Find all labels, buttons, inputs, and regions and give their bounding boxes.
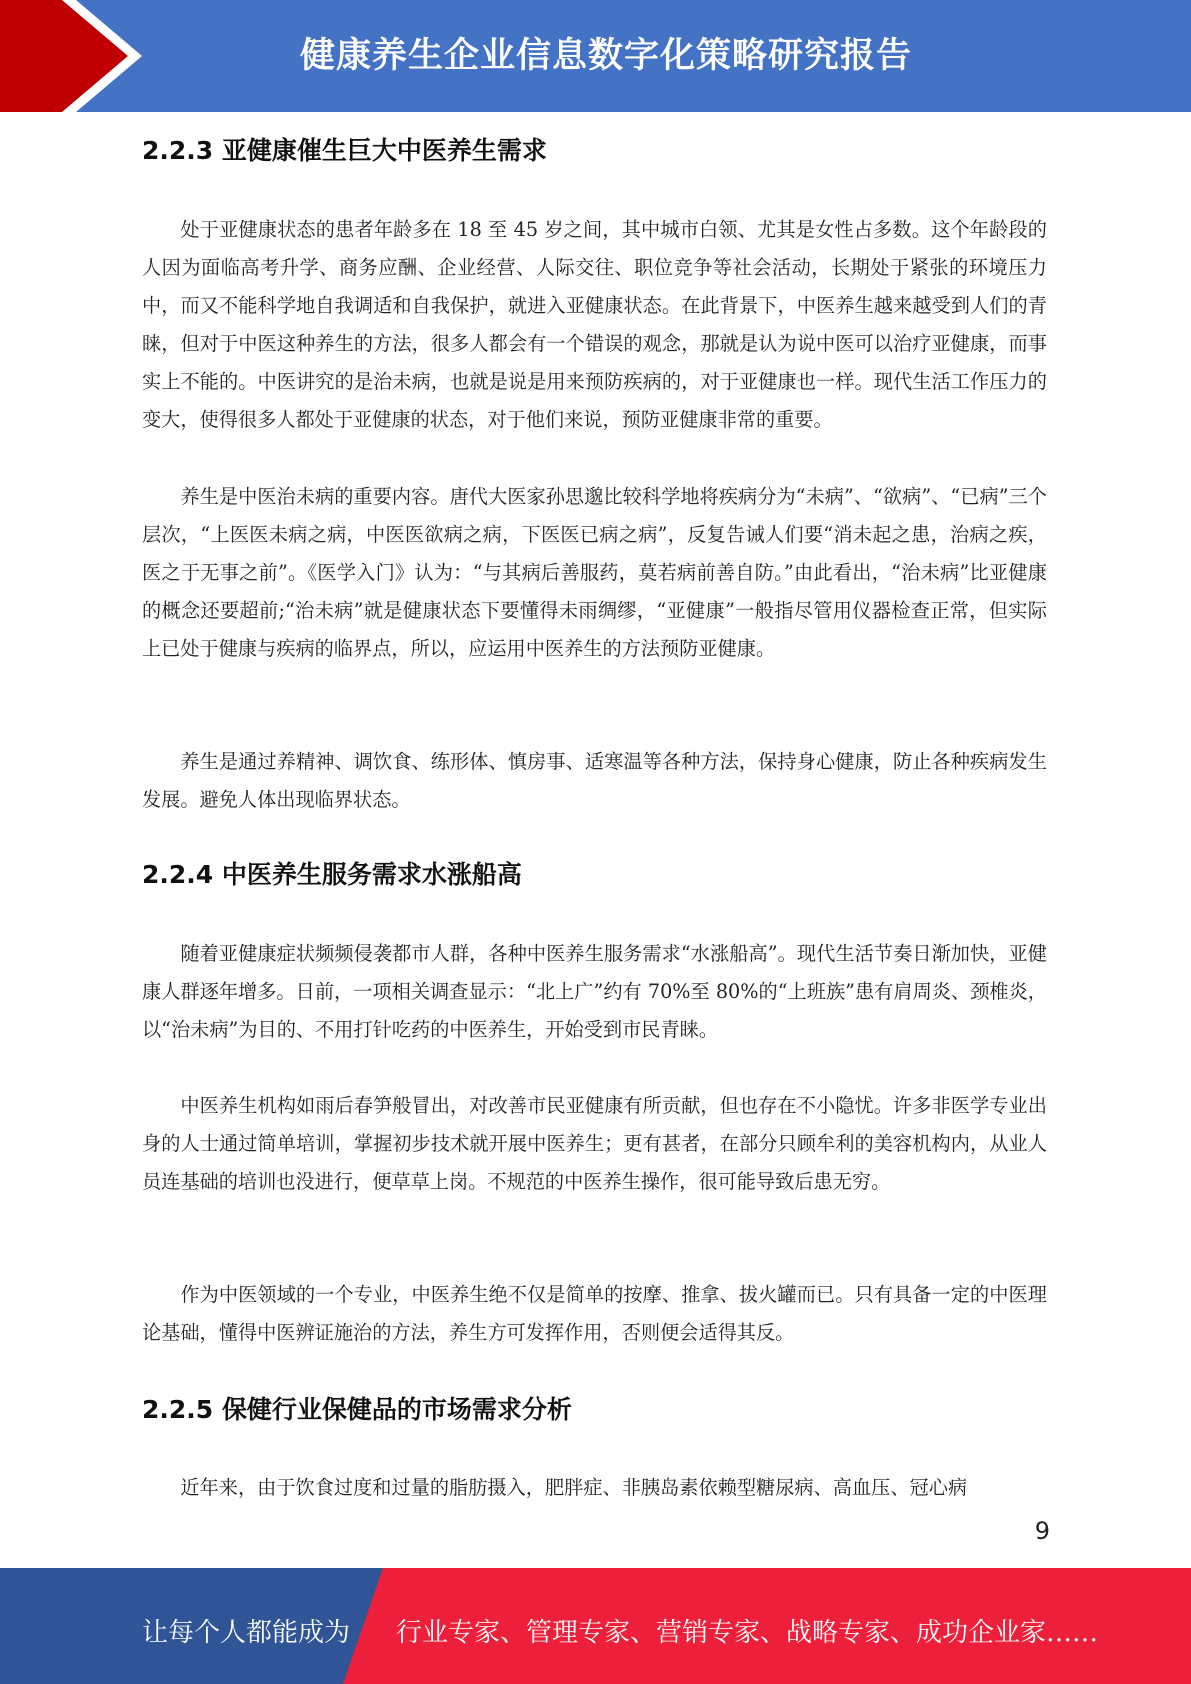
page-header xyxy=(0,0,1191,112)
paragraph: 处于亚健康状态的患者年龄多在 18 至 45 岁之间，其中城市白领、尤其是女性占多数。这个年龄段的人因为面临高考升学、商务应酬、企业经营、人际交往、职位竞争等社会活动，长期处于紧张的环境压力中，而又不能科学地自我调适和自我保护，就进入亚健康状态。在此背景下，中医养生越来越受到人们的青睐，但对于中医这种养生的方法，很多人都会有一个错误的观念，那就是认为说中医可以治疗亚健康，而事实上不能的。中医讲究的是治未病，也就是说是用来预防疾病的，对于亚健康也一样。现代生活工作压力的变大，使得很多人都处于亚健康的状态，对于他们来说，预防亚健康非常的重要。 xyxy=(142,218,1047,431)
header-arrow-decoration xyxy=(0,0,160,112)
section-heading-2-2-4: 2.2.4 中医养生服务需求水涨船高 xyxy=(142,860,522,889)
footer-slogan-left: 让每个人都能成为 xyxy=(142,1618,351,1648)
paragraph: 作为中医领域的一个专业，中医养生绝不仅是简单的按摩、推拿、拔火罐而已。只有具备一定的中医理论基础，懂得中医辨证施治的方法，养生方可发挥作用，否则便会适得其反。 xyxy=(142,1283,1047,1344)
paragraph: 养生是通过养精神、调饮食、练形体、慎房事、适寒温等各种方法，保持身心健康，防止各种疾病发生发展。避免人体出现临界状态。 xyxy=(142,750,1047,811)
page-number: 9 xyxy=(1034,1517,1050,1545)
paragraph: 中医养生机构如雨后春笋般冒出，对改善市民亚健康有所贡献，但也存在不小隐忧。许多非医学专业出身的人士通过简单培训，掌握初步技术就开展中医养生；更有甚者，在部分只顾牟利的美容机构内，从业人员连基础的培训也没进行，便草草上岗。不规范的中医养生操作，很可能导致后患无穷。 xyxy=(142,1094,1047,1193)
page-footer xyxy=(0,1568,1191,1684)
paragraph: 随着亚健康症状频频侵袭都市人群，各种中医养生服务需求“水涨船高”。现代生活节奏日渐加快，亚健康人群逐年增多。日前，一项相关调查显示：“北上广”约有 70%至 80%的“上班族”患有肩周炎、颈椎炎，以“治未病”为目的、不用打针吃药的中医养生，开始受到市民青睐。 xyxy=(142,942,1047,1041)
footer-slogan-right: 行业专家、管理专家、营销专家、战略专家、成功企业家…… xyxy=(396,1618,1099,1648)
report-title: 健康养生企业信息数字化策略研究报告 xyxy=(300,36,913,76)
section-heading-2-2-5: 2.2.5 保健行业保健品的市场需求分析 xyxy=(142,1395,572,1424)
section-heading-2-2-3: 2.2.3 亚健康催生巨大中医养生需求 xyxy=(142,136,547,165)
paragraph: 养生是中医治未病的重要内容。唐代大医家孙思邈比较科学地将疾病分为“未病”、“欲病”、“已病”三个层次，“上医医未病之病，中医医欲病之病，下医医已病之病”，反复告诫人们要“消未起之患，治病之疾，医之于无事之前”。《医学入门》认为：“与其病后善服药，莫若病前善自防。”由此看出，“治未病”比亚健康的概念还要超前;“治未病”就是健康状态下要懂得未雨绸缪，“亚健康”一般指尽管用仪器检查正常，但实际上已处于健康与疾病的临界点，所以，应运用中医养生的方法预防亚健康。 xyxy=(142,485,1047,660)
paragraph: 近年来，由于饮食过度和过量的脂肪摄入，肥胖症、非胰岛素依赖型糖尿病、高血压、冠心病 xyxy=(180,1476,968,1499)
